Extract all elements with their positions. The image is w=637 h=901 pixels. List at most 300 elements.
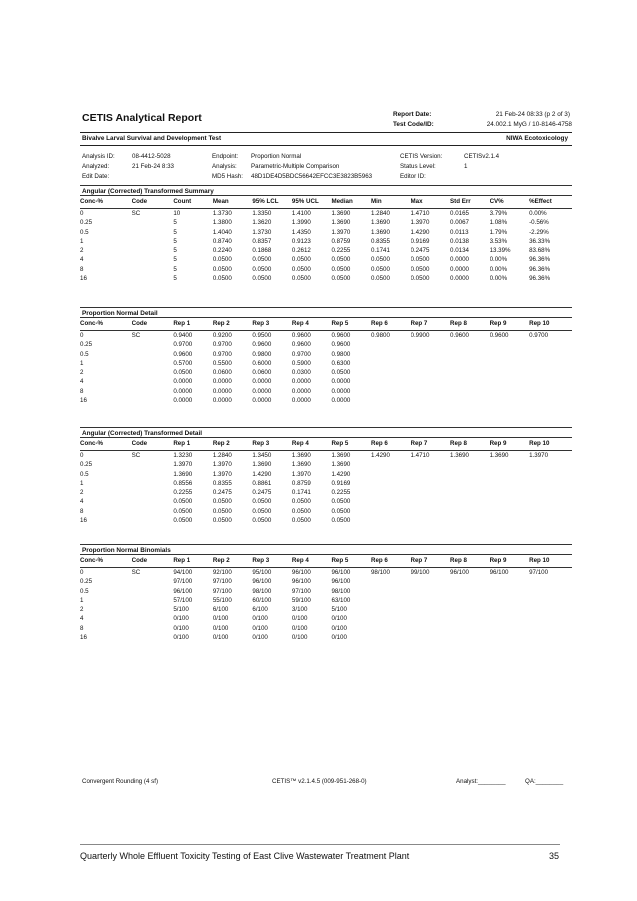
table-cell: 0.9600: [291, 332, 311, 339]
table-cell: 1.3690: [252, 461, 272, 469]
table-cell: 0/100: [212, 624, 229, 632]
column-header: CV%: [489, 198, 504, 205]
table-cell: 0.0500: [212, 498, 232, 506]
table-cell: 10: [173, 210, 181, 217]
lab-name: NIWA Ecotoxicology: [506, 135, 568, 142]
table-cell: 1.3450: [252, 452, 272, 459]
table-cell: 0.9800: [370, 332, 390, 339]
table-cell: [529, 624, 572, 633]
table-cell: [450, 368, 490, 377]
column-header: Rep 2: [212, 557, 230, 564]
table-cell: [529, 587, 572, 596]
table-cell: 0/100: [173, 634, 189, 642]
table-cell: [132, 488, 174, 497]
table-cell: 1.3690: [291, 461, 311, 469]
table-cell: 0.0500: [331, 275, 351, 283]
column-header: Std Err: [450, 198, 471, 205]
table-cell: 0.2255: [331, 247, 351, 255]
table-cell: 16: [80, 517, 87, 525]
table-cell: [132, 396, 174, 405]
table-cell: [411, 488, 451, 497]
table-cell: 5: [173, 265, 177, 273]
proportion-detail-table: [80, 318, 572, 405]
column-header: Rep 8: [450, 440, 467, 447]
table-row: [80, 255, 572, 264]
column-header: Count: [173, 198, 192, 205]
table-cell: 0.9600: [331, 341, 351, 349]
table-cell: 0/100: [331, 634, 347, 642]
status-label: Status Level:: [400, 163, 436, 170]
report-date: 21 Feb-24 08:33 (p 2 of 3): [495, 111, 570, 118]
table-cell: [529, 577, 572, 586]
table-cell: [132, 255, 174, 264]
table-cell: 1: [80, 596, 84, 604]
table-cell: 0.0500: [252, 498, 272, 506]
table-cell: 0/100: [331, 624, 347, 632]
table-cell: [411, 479, 451, 488]
table-row: [80, 368, 572, 377]
table-cell: 4: [80, 378, 84, 386]
table-cell: 0.0000: [450, 275, 469, 283]
table-cell: 0.00%: [489, 265, 508, 273]
endpoint-label: Endpoint:: [212, 153, 239, 160]
table-cell: 0.0500: [173, 369, 193, 377]
table-cell: [490, 614, 530, 623]
table-cell: 0.25: [80, 578, 93, 586]
table-cell: 0.00%: [489, 256, 508, 264]
table-cell: [529, 497, 572, 506]
table-cell: 0.8759: [331, 237, 351, 245]
table-cell: 0.9600: [450, 332, 469, 339]
summary-table: [80, 196, 572, 283]
table-cell: 0.9800: [331, 350, 351, 358]
table-cell: 0.9700: [212, 350, 232, 358]
table-row: [80, 488, 572, 497]
column-header: %Effect: [529, 198, 552, 205]
table-cell: [450, 577, 490, 586]
table-cell: 0.9700: [212, 341, 232, 349]
table-cell: [490, 368, 530, 377]
table-cell: 0.0600: [252, 369, 272, 377]
column-header: Rep 6: [370, 557, 388, 564]
column-header: Rep 3: [252, 440, 270, 447]
table-row: [80, 387, 572, 396]
column-header: Median: [331, 198, 353, 205]
table-cell: 0.9700: [291, 350, 311, 358]
table-cell: 94/100: [173, 569, 193, 576]
table-cell: 0.9600: [331, 332, 351, 339]
table-cell: [132, 237, 174, 246]
column-header: Max: [410, 198, 423, 205]
table-cell: [132, 516, 174, 525]
table-row: [80, 587, 572, 596]
table-cell: 0.9500: [252, 332, 272, 339]
cetis-version: CETISv2.1.4: [464, 153, 500, 160]
table-cell: [529, 387, 572, 396]
table-cell: 0.2240: [212, 247, 232, 255]
table-cell: 0.8759: [291, 479, 311, 487]
report-title: CETIS Analytical Report: [82, 112, 202, 124]
table-cell: 0.0500: [331, 517, 351, 525]
table-cell: [490, 587, 530, 596]
table-cell: [450, 605, 490, 614]
column-header: Rep 5: [331, 320, 349, 327]
column-header: Rep 5: [331, 557, 349, 564]
table-cell: 0.0000: [173, 378, 193, 386]
table-cell: 1.4290: [331, 470, 351, 478]
table-cell: [529, 350, 572, 359]
table-cell: 0.0500: [252, 275, 272, 283]
table-cell: [371, 359, 411, 368]
table-cell: [450, 507, 490, 516]
table-cell: [529, 479, 572, 488]
table-cell: [132, 633, 174, 642]
table-cell: [132, 587, 174, 596]
table-cell: [371, 488, 411, 497]
table-cell: [450, 350, 490, 359]
table-cell: [450, 633, 490, 642]
table-cell: [529, 368, 572, 377]
column-header: Rep 6: [370, 320, 388, 327]
table-row: [80, 605, 572, 614]
table-cell: 0.6000: [252, 359, 272, 367]
table-cell: 0.0500: [370, 265, 390, 273]
table-cell: 0.00%: [489, 275, 508, 283]
table-cell: 1.3690: [450, 452, 469, 459]
table-cell: 1.2840: [370, 210, 390, 217]
table-cell: [450, 340, 490, 349]
table-cell: [132, 596, 174, 605]
table-cell: [490, 577, 530, 586]
column-header: Rep 7: [410, 440, 428, 447]
table-cell: 0.8355: [370, 237, 390, 245]
column-header: Rep 2: [212, 320, 230, 327]
table-cell: [132, 246, 174, 255]
table-cell: [450, 460, 490, 469]
proportion-detail-section: [80, 307, 572, 405]
test-code: 24.002.1 MyG / 10-8146-4758: [486, 121, 572, 128]
qa-signature-line: QA:________: [525, 778, 564, 785]
table-cell: [490, 359, 530, 368]
table-cell: 1.4100: [291, 210, 311, 217]
table-row: [80, 265, 572, 274]
table-cell: 36.33%: [529, 237, 551, 245]
table-cell: 0/100: [252, 624, 268, 632]
column-header: Rep 10: [529, 320, 550, 327]
table-row: [80, 350, 572, 359]
table-cell: 96/100: [331, 578, 351, 586]
column-header: Rep 10: [529, 557, 550, 564]
page-footer-rule: [80, 844, 560, 845]
table-cell: [450, 516, 490, 525]
table-cell: 0.2475: [212, 489, 232, 497]
table-cell: [490, 507, 530, 516]
table-cell: [450, 596, 490, 605]
table-cell: 3/100: [291, 606, 308, 614]
column-header: Rep 6: [370, 440, 388, 447]
table-cell: [411, 507, 451, 516]
table-cell: [411, 350, 451, 359]
table-cell: SC: [131, 332, 141, 339]
table-cell: [371, 350, 411, 359]
table-cell: 0.0000: [212, 387, 232, 395]
table-cell: [450, 587, 490, 596]
table-cell: 0.9700: [173, 341, 193, 349]
analysis-id-label: Analysis ID:: [82, 153, 115, 160]
table-cell: 1.4040: [212, 228, 232, 236]
table-cell: [132, 350, 174, 359]
table-cell: 96.36%: [529, 256, 551, 264]
table-cell: 0.5: [80, 350, 89, 358]
table-cell: [529, 633, 572, 642]
table-cell: 0.0500: [252, 507, 272, 515]
table-cell: 0.0500: [212, 275, 232, 283]
table-cell: [490, 488, 530, 497]
table-cell: 55/100: [212, 596, 232, 604]
table-cell: 0.0500: [291, 507, 311, 515]
table-cell: [490, 596, 530, 605]
table-cell: 5/100: [173, 606, 189, 614]
table-cell: 0.9123: [291, 237, 311, 245]
column-header: Rep 10: [529, 440, 550, 447]
table-cell: 0.6300: [331, 359, 351, 367]
column-header: Conc-%: [80, 440, 104, 447]
table-row: [80, 218, 572, 227]
table-cell: 0.0300: [291, 369, 311, 377]
table-cell: [490, 387, 530, 396]
table-cell: 96/100: [173, 587, 193, 595]
table-cell: 13.39%: [489, 247, 511, 255]
table-cell: 1.3730: [212, 210, 232, 217]
angular-detail-section: [80, 427, 572, 525]
table-cell: 0.0000: [252, 378, 272, 386]
column-header: Conc-%: [80, 557, 104, 564]
table-cell: 1: [80, 359, 84, 367]
table-cell: 0/100: [291, 634, 308, 642]
table-cell: 1.4290: [410, 228, 430, 236]
table-cell: 2: [80, 606, 84, 614]
table-cell: 0.9169: [410, 237, 430, 245]
table-cell: 16: [80, 397, 87, 405]
analyzed-date: 21 Feb-24 8:33: [132, 163, 174, 170]
table-cell: 0/100: [173, 615, 189, 623]
test-code-label: Test Code/ID:: [393, 121, 434, 128]
column-header: Min: [370, 198, 382, 205]
column-header: Code: [131, 440, 148, 447]
table-cell: 0.5700: [173, 359, 193, 367]
table-cell: [450, 470, 490, 479]
table-cell: 0.0000: [252, 387, 272, 395]
table-header-row: [80, 555, 572, 568]
table-cell: 1.08%: [489, 219, 508, 227]
column-header: 95% LCL: [252, 198, 279, 205]
table-cell: [371, 470, 411, 479]
table-cell: [529, 507, 572, 516]
table-row: [80, 460, 572, 469]
table-cell: 0.0500: [173, 498, 193, 506]
table-cell: 4: [80, 498, 84, 506]
table-cell: 99/100: [410, 569, 430, 576]
table-cell: 0/100: [331, 615, 347, 623]
column-header: Rep 7: [410, 320, 428, 327]
summary-title: Angular (Corrected) Transformed Summary: [80, 185, 572, 196]
table-cell: 97/100: [212, 578, 232, 586]
table-cell: [411, 577, 451, 586]
table-cell: 6/100: [212, 606, 229, 614]
table-cell: 1.3970: [410, 219, 430, 227]
editor-label: Editor ID:: [400, 173, 426, 180]
table-cell: [411, 497, 451, 506]
table-row: [80, 624, 572, 633]
table-row: [80, 633, 572, 642]
table-cell: 0/100: [291, 615, 308, 623]
table-cell: [490, 396, 530, 405]
column-header: Rep 1: [173, 440, 191, 447]
table-cell: 98/100: [370, 569, 390, 576]
table-cell: [450, 614, 490, 623]
table-cell: 0: [80, 210, 84, 217]
table-row: [80, 377, 572, 386]
table-cell: [490, 350, 530, 359]
table-cell: 0: [80, 452, 84, 459]
table-cell: 1.4290: [252, 470, 272, 478]
column-header: Rep 1: [173, 320, 191, 327]
column-header: Rep 8: [450, 557, 467, 564]
table-cell: 0.0000: [173, 387, 193, 395]
table-cell: 0.0500: [212, 256, 232, 264]
table-cell: 96/100: [489, 569, 509, 576]
table-cell: 0.0500: [331, 498, 351, 506]
table-cell: SC: [131, 210, 141, 217]
table-cell: 96/100: [331, 569, 351, 576]
column-header: Rep 3: [252, 320, 270, 327]
column-header: Rep 2: [212, 440, 230, 447]
table-cell: 1.4710: [410, 210, 430, 217]
table-cell: [132, 577, 174, 586]
table-cell: -0.56%: [529, 219, 549, 227]
table-cell: 3.79%: [489, 210, 508, 217]
table-row: [80, 331, 572, 341]
table-row: [80, 451, 572, 461]
table-cell: 1.3970: [212, 470, 232, 478]
table-cell: 1.3970: [529, 452, 549, 459]
table-cell: [132, 470, 174, 479]
table-cell: [529, 488, 572, 497]
column-header: Rep 1: [173, 557, 191, 564]
column-header: Rep 5: [331, 440, 349, 447]
table-cell: 1.3970: [291, 470, 311, 478]
table-cell: 0.0000: [331, 378, 351, 386]
table-cell: [132, 368, 174, 377]
table-header-row: [80, 438, 572, 451]
table-cell: [529, 516, 572, 525]
table-cell: 1.79%: [489, 228, 508, 236]
table-cell: [450, 624, 490, 633]
table-cell: 0/100: [212, 634, 229, 642]
table-cell: [529, 614, 572, 623]
table-cell: [450, 396, 490, 405]
table-cell: 0.2475: [252, 489, 272, 497]
table-cell: 1.3690: [331, 219, 351, 227]
table-cell: 0/100: [252, 634, 268, 642]
table-cell: 0.1741: [291, 489, 311, 497]
table-cell: [490, 633, 530, 642]
table-row: [80, 596, 572, 605]
column-header: Code: [131, 557, 148, 564]
table-cell: [450, 479, 490, 488]
table-cell: 98/100: [252, 587, 272, 595]
table-cell: 0.0500: [331, 507, 351, 515]
table-row: [80, 228, 572, 237]
table-cell: 0.0500: [252, 517, 272, 525]
test-name: Bivalve Larval Survival and Development Test: [82, 135, 222, 142]
table-cell: 0.0165: [450, 210, 469, 217]
table-cell: 0.0500: [212, 507, 232, 515]
table-cell: 0.0500: [173, 517, 193, 525]
table-row: [80, 516, 572, 525]
table-cell: 57/100: [173, 596, 193, 604]
table-cell: 1.3690: [370, 228, 390, 236]
column-header: Rep 7: [410, 557, 428, 564]
table-cell: -2.29%: [529, 228, 549, 236]
table-cell: [411, 396, 451, 405]
table-cell: 96/100: [291, 578, 311, 586]
table-cell: [371, 368, 411, 377]
table-row: [80, 209, 572, 219]
table-cell: 0.0067: [450, 219, 469, 227]
table-cell: SC: [131, 452, 141, 459]
table-cell: 0.2255: [331, 489, 351, 497]
table-cell: 0.9900: [410, 332, 430, 339]
table-cell: 1.3970: [331, 228, 351, 236]
table-header-row: [80, 318, 572, 331]
table-row: [80, 396, 572, 405]
column-header: Rep 4: [291, 557, 309, 564]
table-cell: [490, 460, 530, 469]
table-cell: 8: [80, 507, 84, 515]
table-row: [80, 614, 572, 623]
table-cell: [371, 587, 411, 596]
table-cell: [371, 633, 411, 642]
table-cell: 0/100: [291, 624, 308, 632]
table-cell: [411, 368, 451, 377]
table-cell: 1.3690: [331, 452, 351, 459]
table-row: [80, 359, 572, 368]
table-cell: 16: [80, 275, 87, 283]
table-cell: 0.0500: [291, 256, 311, 264]
table-cell: [371, 396, 411, 405]
table-cell: 0.0500: [291, 517, 311, 525]
table-row: [80, 568, 572, 578]
table-cell: 1.3230: [173, 452, 193, 459]
table-cell: [411, 359, 451, 368]
table-cell: 97/100: [173, 578, 193, 586]
table-cell: [411, 340, 451, 349]
table-cell: 0.0500: [370, 256, 390, 264]
table-cell: [371, 577, 411, 586]
table-row: [80, 237, 572, 246]
table-cell: [132, 624, 174, 633]
table-cell: 0.0500: [252, 265, 272, 273]
table-cell: 5/100: [331, 606, 347, 614]
table-row: [80, 577, 572, 586]
document-title: Quarterly Whole Effluent Toxicity Testing of East Clive Wastewater Treatment Plant: [80, 851, 410, 861]
table-cell: [450, 359, 490, 368]
table-cell: 0.0000: [331, 387, 351, 395]
table-cell: 1.4710: [410, 452, 430, 459]
table-cell: [132, 507, 174, 516]
column-header: Mean: [212, 198, 229, 205]
